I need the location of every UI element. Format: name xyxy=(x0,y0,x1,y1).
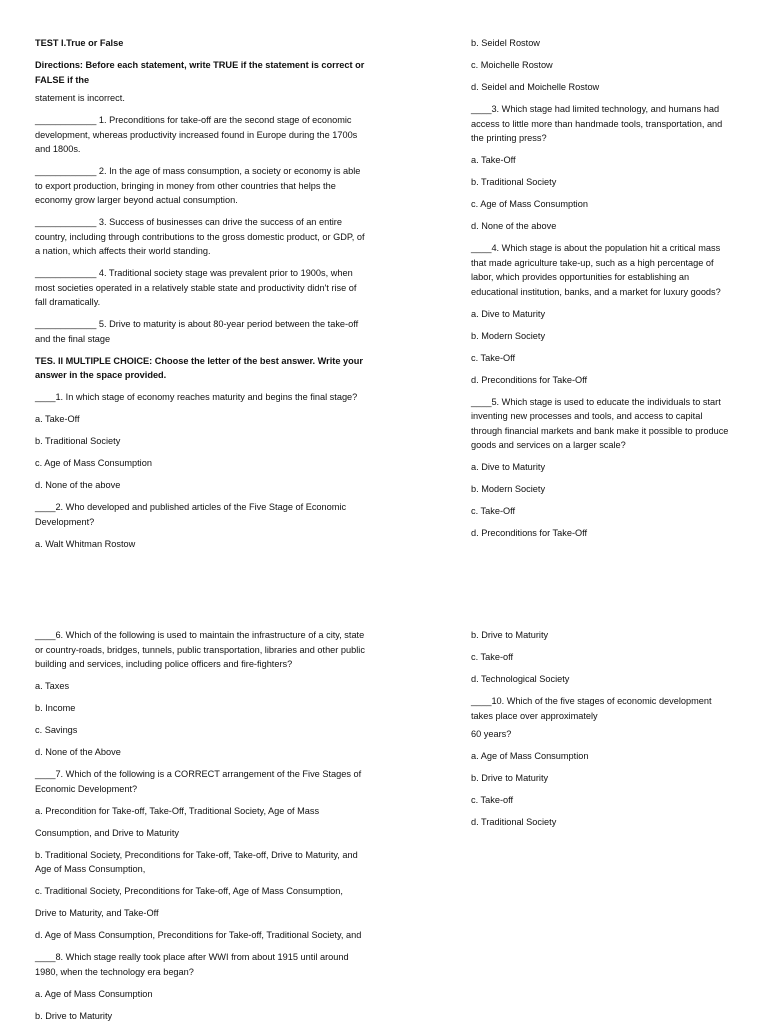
mc-q3-option-b: b. Traditional Society xyxy=(471,177,557,187)
mc-q10-option-a: a. Age of Mass Consumption xyxy=(471,751,589,761)
mc-q4-option-d: d. Preconditions for Take-Off xyxy=(471,374,588,385)
mc-question-7: ____7. Which of the following is a CORRECT arrangement of the Five Stages of Economic Development? xyxy=(35,769,362,794)
mc-q1-option-d: d. None of the above xyxy=(35,480,121,490)
mc-q2-option-a: a. Walt Whitman Rostow xyxy=(35,538,136,549)
mc-q7-option-c-cont: Drive to Maturity, and Take-Off xyxy=(35,908,159,918)
mc-q6-option-a: a. Taxes xyxy=(35,681,70,691)
mc-q6-option-d: d. None of the Above xyxy=(35,747,121,757)
mc-q3-option-a: a. Take-Off xyxy=(471,155,516,165)
mc-q5-option-b: b. Modern Society xyxy=(471,484,546,494)
mc-question-8: ____8. Which stage really took place after WWI from about 1915 until around 1980, when the technology era began? xyxy=(35,952,349,977)
mc-q2-option-d: d. Seidel and Moichelle Rostow xyxy=(471,82,600,92)
mc-q7-option-c: c. Traditional Society, Preconditions for Take-off, Age of Mass Consumption, xyxy=(35,886,343,896)
mc-q1-option-a: a. Take-Off xyxy=(35,414,80,424)
mc-q8-option-b: b. Drive to Maturity xyxy=(471,630,549,640)
test1-directions: Directions: Before each statement, write TRUE if the statement is correct or FALSE if the xyxy=(35,60,365,85)
tf-item-3: ____________ 3. Success of businesses can drive the success of an entire country, including through contributions to the gross domestic product, or GDP, of a nation, which affects their world standing. xyxy=(35,217,365,256)
mc-q6-option-b: b. Income xyxy=(35,703,76,713)
mc-q3-option-d: d. None of the above xyxy=(471,221,557,231)
test2-title: TES. II MULTIPLE CHOICE: Choose the letter of the best answer. Write your answer in the space provided. xyxy=(35,355,363,380)
page1-left-column xyxy=(35,36,367,559)
tf-item-2: ____________ 2. In the age of mass consumption, a society or economy is able to export production, bringing in money from other countries that helps the economy grow larger beyond actual consumption. xyxy=(35,166,361,205)
mc-q7-option-a-cont: Consumption, and Drive to Maturity xyxy=(35,827,179,838)
mc-q4-option-c: c. Take-Off xyxy=(471,352,516,363)
mc-q2-option-c: c. Moichelle Rostow xyxy=(471,60,553,70)
mc-q7-option-b: b. Traditional Society, Preconditions for Take-off, Take-off, Drive to Maturity, and Age of Mass Consumption, xyxy=(35,849,358,874)
mc-question-6: ____6. Which of the following is used to maintain the infrastructure of a city, state or country-roads, bridges, tunnels, public transportation, libraries and other public building and services, including police officers and fire-fighters? xyxy=(35,630,365,669)
mc-q6-option-c: c. Savings xyxy=(35,725,78,735)
mc-q5-option-d: d. Preconditions for Take-Off xyxy=(471,528,588,538)
mc-question-4: ____4. Which stage is about the population hit a critical mass that made agriculture take-up, such as a high percentage of labor, which provides opportunities for establishing an educational institution, banks, and a market for luxury goods? xyxy=(471,243,721,297)
mc-q10-option-c: c. Take-off xyxy=(471,795,514,805)
mc-q7-option-d: d. Age of Mass Consumption, Preconditions for Take-off, Traditional Society, and xyxy=(35,930,362,940)
mc-question-5: ____5. Which stage is used to educate the individuals to start inventing new processes and tools, and access to capital through financial markets and bank make it possible to produce goods and services on a larger scale? xyxy=(471,396,729,450)
test1-title: TEST I.True or False xyxy=(35,38,124,48)
mc-question-3: ____3. Which stage had limited technology, and humans had access to little more than handmade tools, transportation, and the printing press? xyxy=(471,104,723,143)
mc-question-2: ____2. Who developed and published articles of the Five Stage of Economic Development? xyxy=(35,502,347,527)
mc-q8-option-d: d. Technological Society xyxy=(471,674,570,684)
mc-q8-option-a: a. Age of Mass Consumption xyxy=(35,988,153,999)
mc-q10-option-b: b. Drive to Maturity xyxy=(471,773,549,783)
page2-right-column xyxy=(471,628,731,837)
mc-q3-option-c: c. Age of Mass Consumption xyxy=(471,199,588,209)
tf-item-1: ____________ 1. Preconditions for take-off are the second stage of economic development, whereas productivity increased found in Europe during the 1700s and 1800s. xyxy=(35,115,358,154)
mc-question-1: ____1. In which stage of economy reaches maturity and begins the final stage? xyxy=(35,392,358,402)
mc-q5-option-a: a. Dive to Maturity xyxy=(471,462,546,472)
mc-q7-option-a: a. Precondition for Take-off, Take-Off, Traditional Society, Age of Mass xyxy=(35,805,320,816)
mc-q10-option-d: d. Traditional Society xyxy=(471,817,557,827)
mc-q4-option-b: b. Modern Society xyxy=(471,330,546,341)
mc-question-10-cont: 60 years? xyxy=(471,729,512,739)
mc-q8-option-b-cut: b. Drive to Maturity xyxy=(35,1010,113,1021)
mc-q2-option-b: b. Seidel Rostow xyxy=(471,38,540,48)
mc-q4-option-a: a. Dive to Maturity xyxy=(471,308,546,319)
mc-q8-option-c: c. Take-off xyxy=(471,652,514,662)
tf-item-4: ____________ 4. Traditional society stage was prevalent prior to 1900s, when most societies operated in a relatively stable state and productivity didn't rise of fall dramatically. xyxy=(35,268,357,307)
mc-q5-option-c: c. Take-Off xyxy=(471,506,516,516)
mc-q1-option-b: b. Traditional Society xyxy=(35,436,121,446)
tf-item-5: ____________ 5. Drive to maturity is about 80-year period between the take-off and the final stage xyxy=(35,319,359,344)
test1-directions-cont: statement is incorrect. xyxy=(35,93,125,103)
page2-left-column xyxy=(35,628,367,1031)
mc-q1-option-c: c. Age of Mass Consumption xyxy=(35,458,152,468)
page1-right-column xyxy=(471,36,731,548)
mc-question-10: ____10. Which of the five stages of economic development takes place over approximately xyxy=(471,696,712,721)
